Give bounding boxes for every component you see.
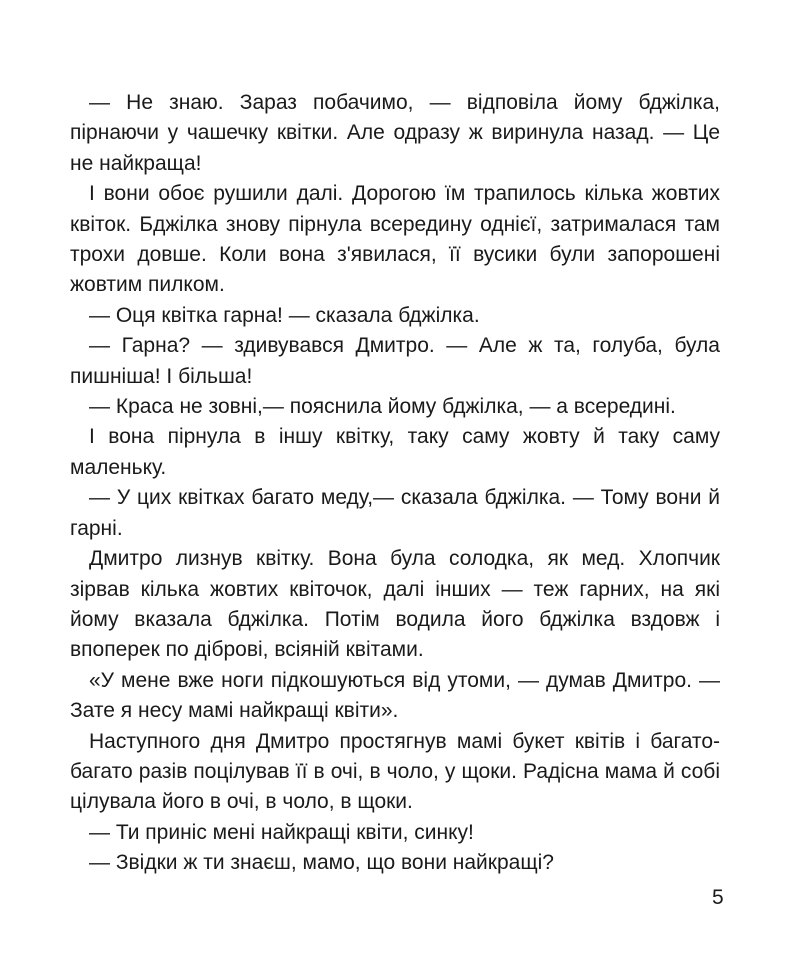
paragraph-1: — Не знаю. Зараз побачимо, — відповіла йому бджілка, пірнаючи у чашечку квітки. Але одразу ж виринула назад. — Це не найкраща!	[70, 91, 720, 175]
paragraph-5: — Краса не зовні,— пояснила йому бджілка, — а всередині.	[89, 395, 676, 419]
page-body	[70, 88, 720, 879]
paragraph-2: І вони обоє рушили далі. Дорогою їм трапилось кілька жовтих квіток. Бджілка знову пірнула всередину однієї, затрималася там трохи довше. Коли вона з'явилася, її вусики були запорошені жовтим пилком.	[70, 182, 720, 297]
paragraph-7: — У цих квітках багато меду,— сказала бджілка. — Тому вони й гарні.	[70, 486, 720, 540]
paragraph-8: Дмитро лизнув квітку. Вона була солодка, як мед. Хлопчик зірвав кілька жовтих квіточок, далі інших — теж гарних, на які йому вказала бджілка. Потім водила його бджілка вздовж і впоперек по діброві, всіяній квітами.	[70, 547, 720, 662]
paragraph-9: «У мене вже ноги підкошуються від утоми, — думав Дмитро. — Зате я несу мамі найкращі квіти».	[70, 668, 720, 723]
paragraph-12: — Звідки ж ти знаєш, мамо, що вони найкращі?	[89, 851, 554, 875]
page-number: 5	[712, 886, 724, 909]
paragraph-4: — Гарна? — здивувався Дмитро. — Але ж та, голуба, була пишніша! І більша!	[70, 334, 720, 388]
paragraph-6: І вона пірнула в іншу квітку, таку саму жовту й таку саму маленьку.	[70, 425, 720, 479]
paragraph-10: Наступного дня Дмитро простягнув мамі букет квітів і багато-багато разів поцілував її в очі, в чоло, у щоки. Радісна мама й собі цілувала його в очі, в чоло, в щоки.	[70, 729, 720, 814]
paragraph-3: — Оця квітка гарна! — сказала бджілка.	[89, 303, 480, 327]
paragraph-11: — Ти приніс мені найкращі квіти, синку!	[89, 820, 474, 844]
